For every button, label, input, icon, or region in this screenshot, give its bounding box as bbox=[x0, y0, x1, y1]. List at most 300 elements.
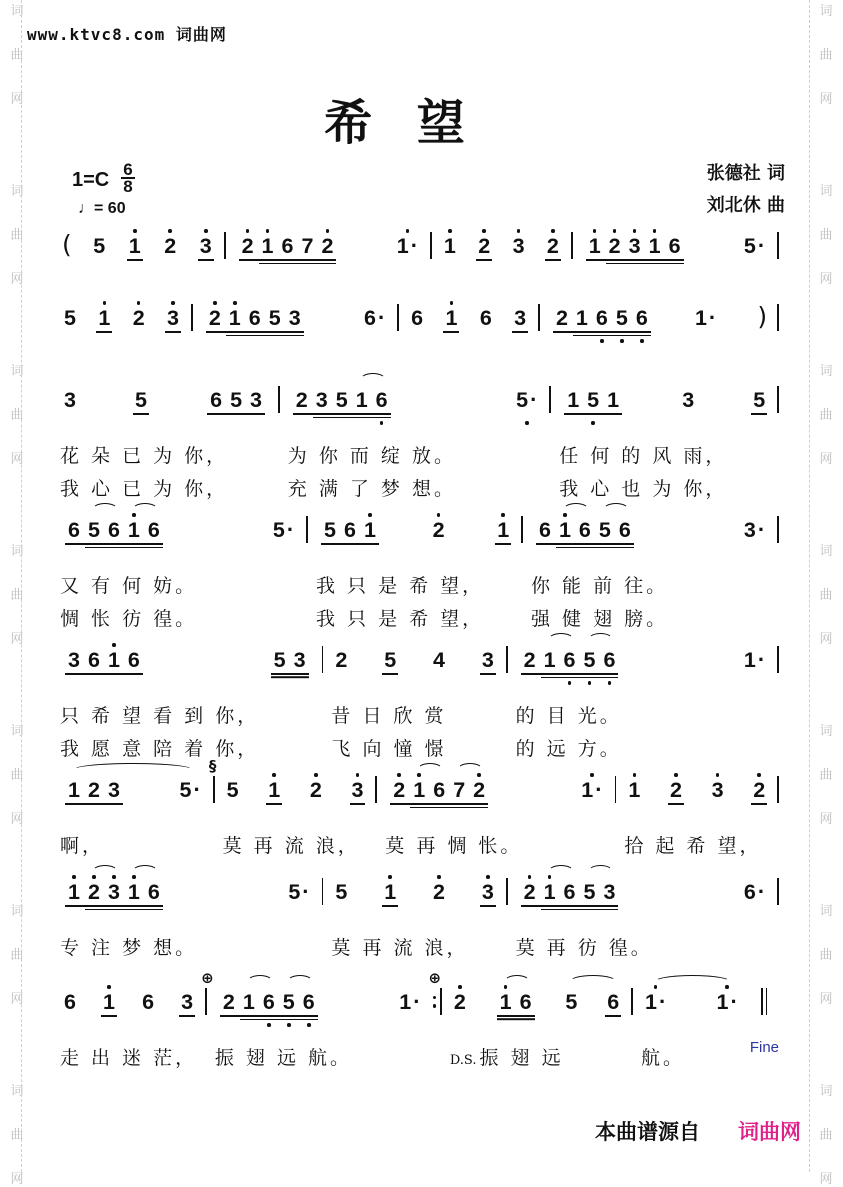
note bbox=[500, 980, 512, 1037]
note bbox=[603, 870, 615, 927]
bar-line bbox=[201, 969, 214, 1015]
watermark-char: 曲 bbox=[10, 1128, 24, 1143]
lyric-row: 任 何 的 风 雨， bbox=[559, 445, 728, 467]
bar-line-stroke bbox=[205, 988, 207, 1015]
beam-group bbox=[84, 870, 164, 927]
note bbox=[128, 508, 140, 565]
watermark-char: 网 bbox=[10, 1172, 24, 1187]
high-octave-dot bbox=[725, 985, 729, 989]
note bbox=[242, 224, 254, 281]
note-digit: 3 bbox=[68, 648, 80, 672]
bar-line-stroke bbox=[761, 988, 763, 1015]
high-octave-dot bbox=[563, 513, 567, 517]
notes-row bbox=[381, 768, 610, 825]
octave-dots-above bbox=[233, 296, 237, 306]
note-digit: 3 bbox=[682, 388, 695, 412]
octave-dots-above bbox=[590, 768, 594, 778]
note-digit: 1 bbox=[413, 778, 426, 802]
beam-group bbox=[540, 870, 620, 927]
source-label: 本曲谱源自 bbox=[595, 1120, 700, 1144]
note-digit: 1 bbox=[127, 880, 140, 904]
bar-line-stroke bbox=[506, 878, 508, 905]
note bbox=[88, 508, 100, 565]
beam-group bbox=[585, 224, 685, 281]
note bbox=[210, 378, 222, 435]
note bbox=[584, 870, 596, 927]
notes-row bbox=[56, 378, 274, 435]
low-octave-dot bbox=[600, 339, 604, 343]
note bbox=[607, 980, 619, 1037]
bar-line-stroke bbox=[191, 304, 193, 331]
octave-dots-above bbox=[716, 768, 720, 778]
high-octave-dot bbox=[633, 773, 637, 777]
low-octave-dot bbox=[380, 421, 384, 425]
note bbox=[712, 768, 724, 825]
octave-dots-below bbox=[525, 412, 529, 435]
octave-dots-above bbox=[213, 296, 217, 306]
note bbox=[603, 638, 615, 695]
note bbox=[547, 224, 559, 281]
note bbox=[64, 296, 76, 353]
lyric-row: 的 目 光。 bbox=[515, 705, 622, 727]
octave-dots-above bbox=[137, 296, 141, 306]
end-bar bbox=[777, 386, 779, 413]
note bbox=[556, 296, 568, 353]
lyric-row: 我 心 已 为 你， bbox=[60, 478, 229, 500]
note-digit: 1 bbox=[127, 518, 140, 542]
note bbox=[250, 378, 262, 435]
final-double-bar bbox=[761, 988, 767, 1015]
octave-dots-above bbox=[92, 870, 96, 880]
note bbox=[88, 638, 100, 695]
augmentation-dot: · bbox=[286, 517, 295, 542]
note-digit: 5· bbox=[516, 387, 538, 412]
note-digit: 5 bbox=[335, 388, 348, 412]
high-octave-dot bbox=[132, 513, 136, 517]
octave-dots-above bbox=[133, 224, 137, 234]
note-digit: 1· bbox=[396, 233, 419, 258]
octave-dots-above bbox=[107, 980, 111, 990]
high-octave-dot bbox=[590, 773, 594, 777]
octave-dots-above bbox=[314, 768, 318, 778]
lyric-row: 我 心 也 为 你， bbox=[559, 478, 728, 500]
octave-dots-below bbox=[620, 330, 624, 353]
high-octave-dot bbox=[103, 301, 107, 305]
note bbox=[497, 508, 509, 565]
note bbox=[324, 508, 336, 565]
measure bbox=[219, 768, 372, 858]
note-digit: 3 bbox=[107, 778, 120, 802]
note bbox=[103, 980, 115, 1037]
note bbox=[482, 870, 494, 927]
watermark-char: 词 bbox=[10, 364, 24, 379]
octave-dots-above bbox=[168, 224, 172, 234]
high-octave-dot bbox=[448, 229, 452, 233]
note bbox=[616, 296, 628, 353]
note-digit: 6 bbox=[618, 518, 631, 542]
lyric-row: 为 你 而 绽 放。 bbox=[287, 445, 456, 467]
augmentation-dot: · bbox=[658, 989, 667, 1014]
note bbox=[148, 870, 160, 927]
note bbox=[296, 378, 308, 435]
high-octave-dot bbox=[314, 773, 318, 777]
note bbox=[108, 768, 120, 825]
watermark-char: 网 bbox=[819, 272, 833, 287]
note-digit: 6· bbox=[743, 879, 766, 904]
note bbox=[445, 296, 457, 353]
note bbox=[520, 980, 532, 1037]
right-watermark-column bbox=[809, 4, 843, 1187]
watermark-char: 曲 bbox=[819, 228, 833, 243]
note bbox=[695, 296, 716, 353]
beam-group bbox=[552, 296, 652, 353]
note-digit: 5 bbox=[615, 306, 628, 330]
music-line bbox=[56, 378, 779, 501]
music-line bbox=[56, 969, 780, 1070]
high-octave-dot bbox=[326, 229, 330, 233]
high-octave-dot bbox=[633, 229, 637, 233]
lyric-row: 充 满 了 梦 想。 bbox=[287, 478, 456, 500]
note bbox=[384, 870, 396, 927]
note-digit: 1 bbox=[567, 388, 580, 412]
watermark-char: 曲 bbox=[10, 408, 24, 423]
lyric-row: 航。 bbox=[641, 1047, 686, 1069]
octave-dots-above bbox=[326, 224, 330, 234]
note-digit: 5 bbox=[226, 778, 239, 802]
high-octave-dot bbox=[137, 301, 141, 305]
octave-dots-below bbox=[568, 672, 572, 695]
measure bbox=[56, 768, 209, 858]
note-digit: 6 bbox=[519, 990, 532, 1014]
note-digit: 2 bbox=[208, 306, 221, 330]
note bbox=[282, 224, 294, 281]
lyric-row: 我 愿 意 陪 着 你， bbox=[60, 738, 260, 760]
high-octave-dot bbox=[92, 875, 96, 879]
high-octave-dot bbox=[486, 875, 490, 879]
note bbox=[669, 224, 681, 281]
high-octave-dot bbox=[613, 229, 617, 233]
watermark-char: 网 bbox=[10, 272, 24, 287]
note-digit: 3 bbox=[181, 990, 194, 1014]
bar-line bbox=[506, 646, 508, 673]
note bbox=[108, 638, 120, 695]
note-digit: 2 bbox=[608, 234, 621, 258]
note-digit: 3 bbox=[481, 880, 494, 904]
octave-dots-above bbox=[633, 224, 637, 234]
note bbox=[589, 224, 601, 281]
augmentation-dot: · bbox=[595, 777, 603, 802]
note-digit: 6 bbox=[479, 306, 492, 330]
note-digit: 6 bbox=[603, 648, 616, 672]
measure bbox=[56, 870, 318, 960]
note bbox=[567, 378, 579, 435]
note bbox=[128, 870, 140, 927]
beam-group bbox=[219, 980, 319, 1037]
note bbox=[454, 980, 466, 1037]
augmentation-dot: · bbox=[378, 305, 386, 330]
meter-denominator: 8 bbox=[123, 177, 133, 196]
note-digit: 3 bbox=[512, 234, 525, 258]
note bbox=[316, 378, 328, 435]
high-octave-dot bbox=[757, 773, 761, 777]
octave-dots-above bbox=[482, 224, 486, 234]
note bbox=[565, 980, 577, 1037]
watermark-char: 词 bbox=[10, 904, 24, 919]
note-digit: 2 bbox=[321, 234, 334, 258]
note bbox=[209, 296, 221, 353]
note bbox=[453, 768, 465, 825]
note-digit: 1 bbox=[228, 306, 241, 330]
note bbox=[670, 768, 682, 825]
left-dotted-border bbox=[21, 0, 22, 1172]
note bbox=[524, 638, 536, 695]
low-octave-dot bbox=[525, 421, 529, 425]
note-digit: 1 bbox=[107, 648, 120, 672]
lyric-row: 走 出 迷 茫， bbox=[60, 1047, 198, 1069]
lyric-row: D.S. 振 翅 远 bbox=[449, 1047, 564, 1069]
note bbox=[364, 296, 385, 353]
watermark-char: 词 bbox=[10, 724, 24, 739]
beam-group bbox=[239, 980, 319, 1037]
note bbox=[607, 378, 619, 435]
note bbox=[717, 980, 738, 1037]
note-digit: 3 bbox=[315, 388, 328, 412]
note-digit: 1 bbox=[363, 518, 376, 542]
high-octave-dot bbox=[458, 985, 462, 989]
octave-dots-below bbox=[608, 672, 612, 695]
note bbox=[98, 296, 110, 353]
lyric-row: 我 只 是 希 望， bbox=[316, 575, 485, 597]
notes-row bbox=[56, 296, 187, 353]
end-bar bbox=[777, 516, 779, 543]
note bbox=[93, 224, 105, 281]
watermark-char: 网 bbox=[819, 452, 833, 467]
note-digit: 6 bbox=[64, 990, 76, 1014]
end-bar bbox=[777, 232, 779, 259]
fine-label: Fine bbox=[749, 1039, 780, 1056]
note bbox=[68, 768, 80, 825]
music-line bbox=[56, 870, 779, 960]
note-digit: 5 bbox=[565, 990, 578, 1014]
note-digit: 1 bbox=[242, 990, 255, 1014]
octave-dots-above bbox=[406, 224, 410, 234]
watermark-char: 曲 bbox=[10, 948, 24, 963]
bar-line-stroke bbox=[571, 232, 573, 259]
note-digit: 1 bbox=[261, 234, 274, 258]
bar-line bbox=[397, 304, 399, 331]
note bbox=[303, 980, 315, 1037]
beam-group bbox=[270, 638, 310, 695]
music-line bbox=[56, 508, 779, 631]
bar-line-stroke bbox=[322, 646, 324, 673]
measure bbox=[230, 224, 427, 281]
note bbox=[88, 768, 100, 825]
note-digit: 6 bbox=[668, 234, 681, 258]
note bbox=[181, 980, 193, 1037]
note-digit: 2 bbox=[453, 990, 466, 1014]
note-digit: 1 bbox=[355, 388, 368, 412]
beam-group bbox=[206, 378, 266, 435]
note bbox=[576, 296, 588, 353]
octave-dots-above bbox=[132, 870, 136, 880]
high-octave-dot bbox=[654, 985, 658, 989]
note bbox=[744, 638, 765, 695]
bar-line bbox=[631, 988, 633, 1015]
watermark-char: 网 bbox=[819, 992, 833, 1007]
octave-dots-below bbox=[380, 412, 384, 435]
note bbox=[744, 224, 765, 281]
octave-dots-below bbox=[307, 1014, 311, 1037]
note bbox=[544, 638, 556, 695]
note-digit: 5· bbox=[179, 777, 201, 802]
bar-line bbox=[306, 516, 308, 543]
lyric-row: 昔 日 欣 赏 bbox=[331, 705, 447, 727]
note bbox=[384, 638, 396, 695]
meter-numerator: 6 bbox=[123, 160, 133, 179]
watermark-char: 词 bbox=[10, 1084, 24, 1099]
measure bbox=[56, 378, 274, 501]
note-digit: 6 bbox=[262, 990, 275, 1014]
note bbox=[596, 296, 608, 353]
note bbox=[310, 768, 322, 825]
notes-row bbox=[327, 638, 501, 695]
note-digit: 5 bbox=[583, 648, 596, 672]
low-octave-dot bbox=[568, 681, 572, 685]
note-digit: 3· bbox=[743, 517, 766, 542]
measure bbox=[512, 638, 774, 761]
notes-row bbox=[555, 378, 773, 435]
ds-label: D.S. bbox=[449, 1053, 477, 1068]
bar-line bbox=[428, 969, 442, 1015]
bar-line-stroke bbox=[777, 386, 779, 413]
note bbox=[744, 508, 765, 565]
note bbox=[629, 224, 641, 281]
measure bbox=[446, 980, 627, 1070]
lyric-row: 花 朵 已 为 你， bbox=[60, 445, 229, 467]
note bbox=[335, 638, 347, 695]
bar-line-stroke bbox=[213, 776, 215, 803]
beam-group bbox=[605, 224, 685, 281]
music-line-row bbox=[56, 757, 779, 858]
note-digit: 2 bbox=[473, 778, 486, 802]
low-octave-dot bbox=[591, 421, 595, 425]
lyric-row: 的 远 方。 bbox=[515, 738, 622, 760]
note-digit: 1 bbox=[68, 778, 80, 802]
octave-dots-above bbox=[548, 870, 552, 880]
lyric-row: 只 希 望 看 到 你， bbox=[60, 705, 260, 727]
measure bbox=[512, 870, 774, 960]
beam-group bbox=[258, 224, 338, 281]
bar-line-stroke bbox=[440, 988, 442, 1015]
note-digit: 6 bbox=[578, 518, 591, 542]
note bbox=[397, 224, 418, 281]
bar-line-stroke bbox=[224, 232, 226, 259]
note-digit: 3 bbox=[288, 306, 301, 330]
high-octave-dot bbox=[501, 513, 505, 517]
lyric-row: 我 只 是 希 望， bbox=[316, 608, 485, 630]
notes-row bbox=[312, 508, 517, 565]
bar-line-stroke bbox=[777, 646, 779, 673]
music-line-row bbox=[56, 224, 779, 281]
tempo-marking: ♩= 60 bbox=[78, 200, 126, 217]
note bbox=[399, 980, 420, 1037]
high-octave-dot bbox=[517, 229, 521, 233]
watermark-char: 词 bbox=[819, 544, 833, 559]
note bbox=[227, 768, 239, 825]
note bbox=[480, 296, 492, 353]
beam-group bbox=[409, 768, 489, 825]
note bbox=[230, 378, 242, 435]
notes-row bbox=[56, 870, 318, 927]
octave-dots-below bbox=[591, 412, 595, 435]
high-octave-dot bbox=[477, 773, 481, 777]
beam-group bbox=[205, 296, 305, 353]
note-digit: 2 bbox=[393, 778, 406, 802]
note-digit: 5 bbox=[598, 518, 611, 542]
high-octave-dot bbox=[593, 229, 597, 233]
note bbox=[273, 508, 294, 565]
note-digit: 2 bbox=[555, 306, 568, 330]
beam-group bbox=[64, 870, 164, 927]
augmentation-dot: · bbox=[413, 989, 421, 1014]
high-octave-dot bbox=[204, 229, 208, 233]
note-digit: 2 bbox=[222, 990, 235, 1014]
note bbox=[129, 224, 141, 281]
watermark-char: 词 bbox=[10, 4, 24, 19]
note bbox=[229, 296, 241, 353]
measure bbox=[56, 980, 201, 1070]
note bbox=[344, 508, 356, 565]
note bbox=[64, 980, 76, 1037]
measure bbox=[577, 224, 774, 281]
note-digit: 6 bbox=[87, 648, 100, 672]
note-digit: 5 bbox=[583, 880, 596, 904]
watermark-char: 网 bbox=[10, 632, 24, 647]
note-digit: 6· bbox=[364, 305, 386, 330]
beam-group bbox=[238, 224, 338, 281]
note-digit: 1 bbox=[558, 518, 571, 542]
bar-line-stroke bbox=[777, 878, 779, 905]
note-digit: 3 bbox=[711, 778, 724, 802]
lyricist-credit: 张德社 词 bbox=[706, 163, 785, 184]
notes-row bbox=[637, 980, 746, 1037]
high-octave-dot bbox=[397, 773, 401, 777]
octave-dots-above bbox=[448, 224, 452, 234]
music-line-row bbox=[56, 378, 779, 501]
octave-dots-above bbox=[437, 870, 441, 880]
note-digit: 2 bbox=[335, 648, 348, 672]
octave-dots-above bbox=[593, 224, 597, 234]
octave-dots-below bbox=[267, 1014, 271, 1037]
bar-line bbox=[375, 776, 377, 803]
coda-icon: ⊕ bbox=[428, 969, 442, 987]
note-digit: 5 bbox=[93, 234, 106, 258]
note-digit: 6 bbox=[607, 990, 620, 1014]
notes-row bbox=[512, 870, 774, 927]
high-octave-dot bbox=[653, 229, 657, 233]
note bbox=[559, 508, 571, 565]
note-digit: 6 bbox=[210, 388, 223, 412]
measure bbox=[327, 638, 501, 761]
measure bbox=[637, 980, 746, 1070]
left-watermark-column bbox=[0, 4, 34, 1187]
watermark-char: 词 bbox=[819, 4, 833, 19]
augmentation-dot: · bbox=[757, 647, 766, 672]
octave-dots-above bbox=[477, 768, 481, 778]
lyric-row: 啊， bbox=[60, 835, 105, 857]
bar-line bbox=[191, 304, 193, 331]
notes-row bbox=[527, 508, 773, 565]
